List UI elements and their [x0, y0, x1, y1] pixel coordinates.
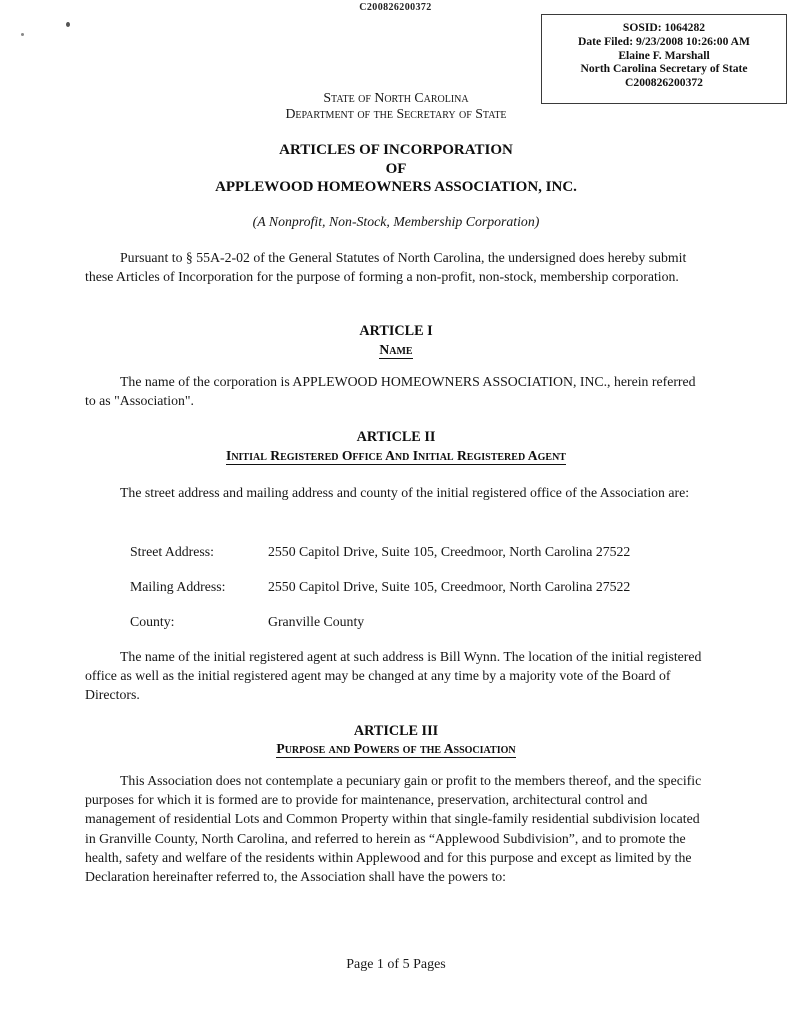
- department-line: Department of the Secretary of State: [285, 106, 507, 121]
- stamp-office-name: North Carolina Secretary of State: [580, 62, 748, 76]
- article-3-heading: ARTICLE III: [353, 723, 439, 739]
- document-title: [85, 141, 707, 197]
- document-subtitle: (A Nonprofit, Non-Stock, Membership Corporation): [252, 214, 540, 229]
- stamp-date-filed: Date Filed: 9/23/2008 10:26:00 AM: [578, 34, 750, 48]
- county-value: Granville County: [268, 614, 365, 629]
- article-2-subheading-text: Initial Registered Office And Initial Registered Agent: [226, 448, 566, 463]
- mailing-address-value: 2550 Capitol Drive, Suite 105, Creedmoor, North Carolina 27522: [268, 579, 631, 594]
- article-3-paragraph: This Association does not contemplate a pecuniary gain or profit to the members thereof, and the specific purposes for which it is formed are to provide for maintenance, preservation, architectural control and management of residential Lots and Common Property within that single-family residential subdivision located in Granville County, North Carolina, and referred to herein as “Applewood Subdivision”, and to promote the health, safety and welfare of the residents within Applewood and for this purpose and except as limited by the Declaration hereinafter referred to, the Association shall have the powers to:: [85, 773, 702, 885]
- article-2-subheading: [85, 447, 707, 465]
- article-3-subheading-text: Purpose and Powers of the Association: [276, 741, 516, 756]
- mailing-address-label: Mailing Address:: [130, 579, 226, 594]
- article-1-subheading: [85, 341, 707, 359]
- article-2-paragraph-2: The name of the initial registered agent at such address is Bill Wynn. The location of the initial registered office as well as the initial registered agent may be changed at any time by a majority vote of the Board of Directors.: [85, 649, 702, 703]
- stamp-sosid: SOSID: 1064282: [622, 21, 706, 34]
- county-row: [85, 612, 707, 631]
- article-1-subheading-text: Name: [379, 342, 413, 357]
- county-label: County:: [130, 614, 175, 629]
- article-3-subheading: [85, 740, 707, 758]
- article-2-heading: ARTICLE II: [356, 429, 436, 445]
- state-line: State of North Carolina: [323, 90, 469, 105]
- article-1-paragraph: The name of the corporation is APPLEWOOD HOMEOWNERS ASSOCIATION, INC., herein referred to as "Association".: [85, 374, 696, 409]
- street-address-value: 2550 Capitol Drive, Suite 105, Creedmoor, North Carolina 27522: [268, 544, 631, 559]
- stamp-officer-name: Elaine F. Marshall: [618, 48, 710, 62]
- document-number-header: C200826200372: [359, 2, 432, 13]
- page-footer: Page 1 of 5 Pages: [346, 957, 446, 972]
- intro-paragraph: Pursuant to § 55A-2-02 of the General Statutes of North Carolina, the undersigned does hereby submit these Articles of Incorporation for the purpose of forming a non-profit, non-stock, membership corporation.: [85, 250, 687, 285]
- title-line-2: OF: [385, 160, 407, 177]
- title-line-1: ARTICLES OF INCORPORATION: [279, 142, 513, 158]
- title-line-3: APPLEWOOD HOMEOWNERS ASSOCIATION, INC.: [215, 179, 577, 195]
- scan-speck: [21, 33, 24, 36]
- scan-speck: [66, 22, 70, 27]
- article-1-heading: ARTICLE I: [359, 323, 433, 339]
- stamp-document-number: C200826200372: [625, 76, 703, 90]
- mailing-address-row: [85, 577, 707, 596]
- article-2-paragraph-1: The street address and mailing address and county of the initial registered office of the Association are:: [120, 485, 690, 500]
- state-department-header: [85, 90, 707, 122]
- street-address-row: [85, 542, 707, 561]
- street-address-label: Street Address:: [130, 544, 214, 559]
